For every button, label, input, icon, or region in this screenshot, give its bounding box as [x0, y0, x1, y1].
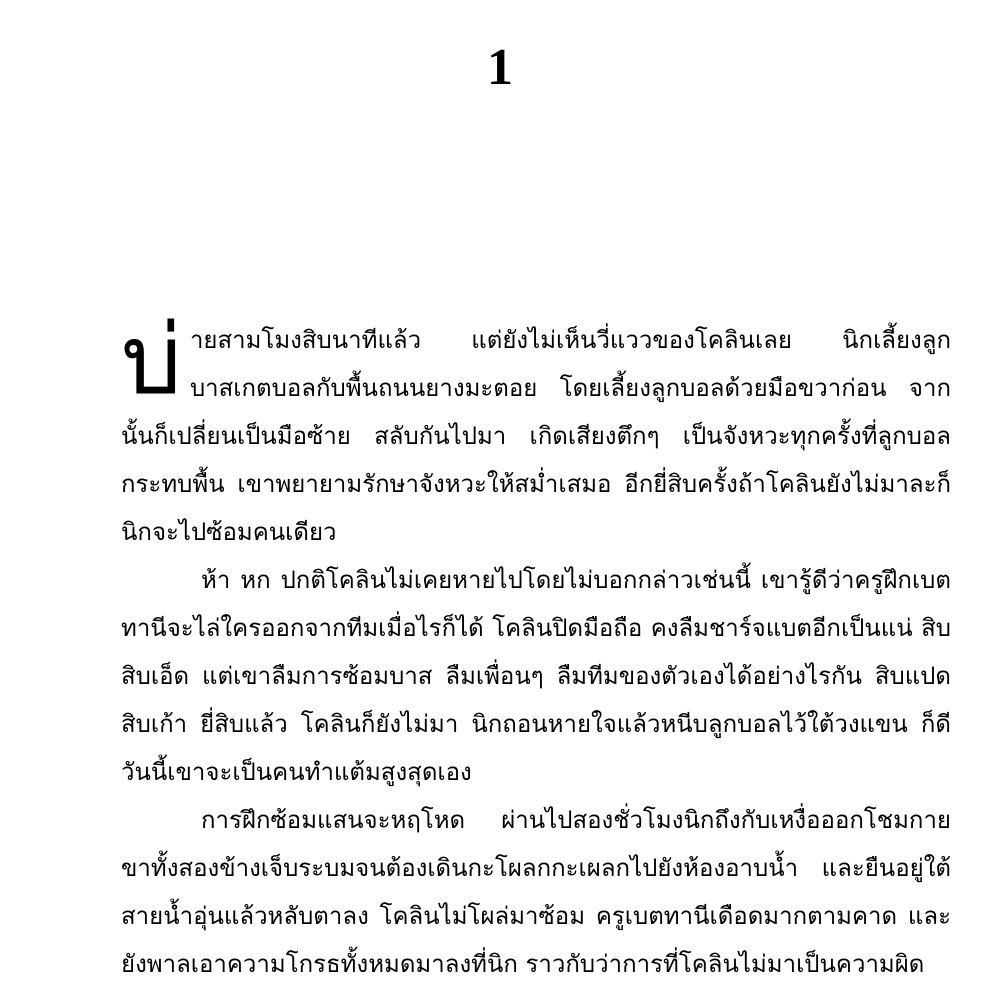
paragraph-1-text: ายสามโมงสิบนาทีแล้ว แต่ยังไม่เห็นวี่แววของโคลินเลย นิกเลี้ยงลูกบาสเกตบอลกับพื้นถนนยางมะตอย โดยเลี้ยงลูกบอลด้วยมือขวาก่อน จากนั้นก็เปลี่ยนเป็นมือซ้าย สลับกันไปมา เกิดเสียงตึกๆ เป็นจังหวะทุกครั้งที่ลูกบอลกระทบพื้น เขาพยายามรักษาจังหวะให้สม่ำเสมอ อีกยี่สิบครั้งถ้าโคลินยังไม่มาละก็นิกจะไปซ้อมคนเดียว — [121, 326, 951, 546]
paragraph-3: การฝึกซ้อมแสนจะหฤโหด ผ่านไปสองชั่วโมงนิกถึงกับเหงื่อออกโชมกาย ขาทั้งสองข้างเจ็บระบมจนต้องเดินกะโผลกกะเผลกไปยังห้องอาบน้ำ และยืนอยู่ใต้สายน้ำอุ่นแล้วหลับตาลง โคลินไม่โผล่มาซ้อม ครูเบตทานีเดือดมากตามคาด และยังพาลเอาความโกรธทั้งหมดมาลงที่นิก ราวกับว่าการที่โคลินไม่มาเป็นความผิด — [121, 806, 951, 978]
paragraph-2: ห้า หก ปกติโคลินไม่เคยหายไปโดยไม่บอกกล่าวเช่นนี้ เขารู้ดีว่าครูฝึกเบตทานีจะไล่ใครออกจากทีมเมื่อไรก็ได้ โคลินปิดมือถือ คงลืมชาร์จแบตอีกเป็นแน่ สิบ สิบเอ็ด แต่เขาลืมการซ้อมบาส ลืมเพื่อนๆ ลืมทีมของตัวเองได้อย่างไรกัน สิบแปด สิบเก้า ยี่สิบแล้ว โคลินก็ยังไม่มา นิกถอนหายใจแล้วหนีบลูกบอลไว้ใต้วงแขน ก็ดี วันนี้เขาจะเป็นคนทำแต้มสูงสุดเอง — [121, 566, 951, 786]
chapter-number: 1 — [487, 39, 513, 96]
chapter-body — [121, 304, 951, 988]
paragraph-1 — [121, 304, 951, 556]
drop-cap: บ่ — [121, 304, 182, 416]
